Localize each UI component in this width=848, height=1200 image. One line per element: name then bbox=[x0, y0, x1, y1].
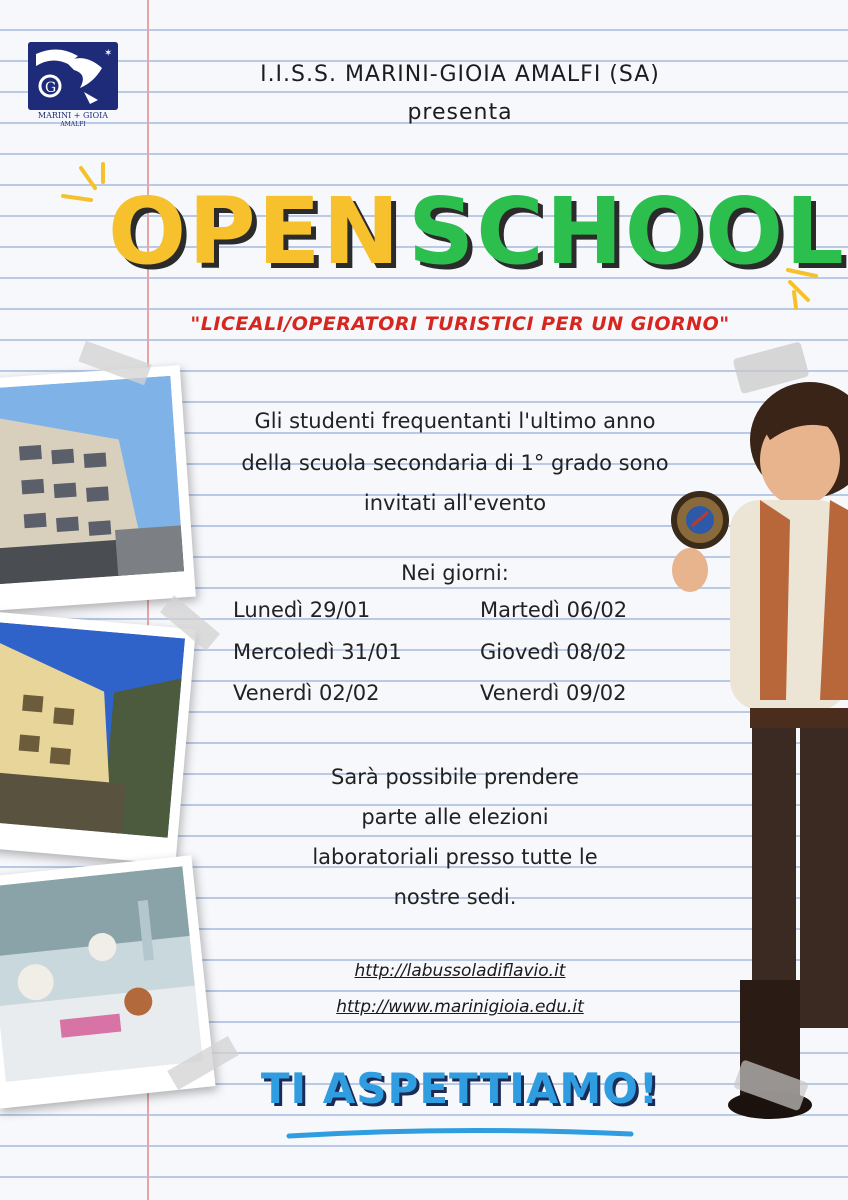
cta-underline-icon bbox=[285, 1124, 635, 1144]
intro-line-2: della scuola secondaria di 1° grado sono bbox=[241, 451, 669, 475]
intro-line-1: Gli studenti frequentanti l'ultimo anno bbox=[254, 409, 656, 433]
photo-school-building bbox=[0, 365, 196, 611]
logo-caption: MARINI + GIOIA bbox=[37, 111, 109, 120]
school-logo bbox=[28, 42, 118, 110]
date-item: Martedì 06/02 bbox=[480, 598, 628, 622]
date-item: Venerdì 02/02 bbox=[233, 681, 380, 705]
link-labussola[interactable]: http://labussoladiflavio.it bbox=[354, 961, 566, 981]
logo-emblem-icon bbox=[28, 42, 118, 110]
explorer-character-icon bbox=[640, 340, 848, 1160]
link-marinigioia[interactable]: http://www.marinigioia.edu.it bbox=[336, 997, 584, 1017]
date-item: Mercoledì 31/01 bbox=[233, 640, 402, 664]
info-line-2: parte alle elezioni bbox=[361, 805, 549, 829]
spark-left-icon bbox=[55, 160, 115, 220]
dates-heading: Nei giorni: bbox=[401, 561, 509, 585]
title-open: OPEN bbox=[108, 178, 402, 285]
event-subtitle: "LICEALI/OPERATORI TURISTICI PER UN GIORNO" bbox=[190, 313, 730, 335]
date-item: Giovedì 08/02 bbox=[480, 640, 627, 664]
cta-heading: TI ASPETTIAMO! bbox=[260, 1064, 660, 1113]
date-item: Venerdì 09/02 bbox=[480, 681, 627, 705]
svg-text:✶: ✶ bbox=[104, 48, 113, 59]
title-school: SCHOOL bbox=[408, 178, 846, 285]
info-line-1: Sarà possibile prendere bbox=[331, 765, 579, 789]
info-line-4: nostre sedi. bbox=[393, 885, 517, 909]
svg-text:G: G bbox=[45, 80, 57, 96]
info-line-3: laboratoriali presso tutte le bbox=[312, 845, 598, 869]
presents-text: presenta bbox=[407, 100, 513, 125]
logo-subcaption: AMALFI bbox=[60, 121, 86, 128]
exterior-photo-icon bbox=[0, 622, 185, 837]
date-item: Lunedì 29/01 bbox=[233, 598, 371, 622]
lab-photo-icon bbox=[0, 866, 203, 1082]
photo-school-exterior bbox=[0, 611, 196, 864]
building-photo-icon bbox=[0, 376, 184, 584]
school-name: I.I.S.S. MARINI-GIOIA AMALFI (SA) bbox=[260, 62, 660, 87]
intro-line-3: invitati all'evento bbox=[363, 491, 547, 515]
